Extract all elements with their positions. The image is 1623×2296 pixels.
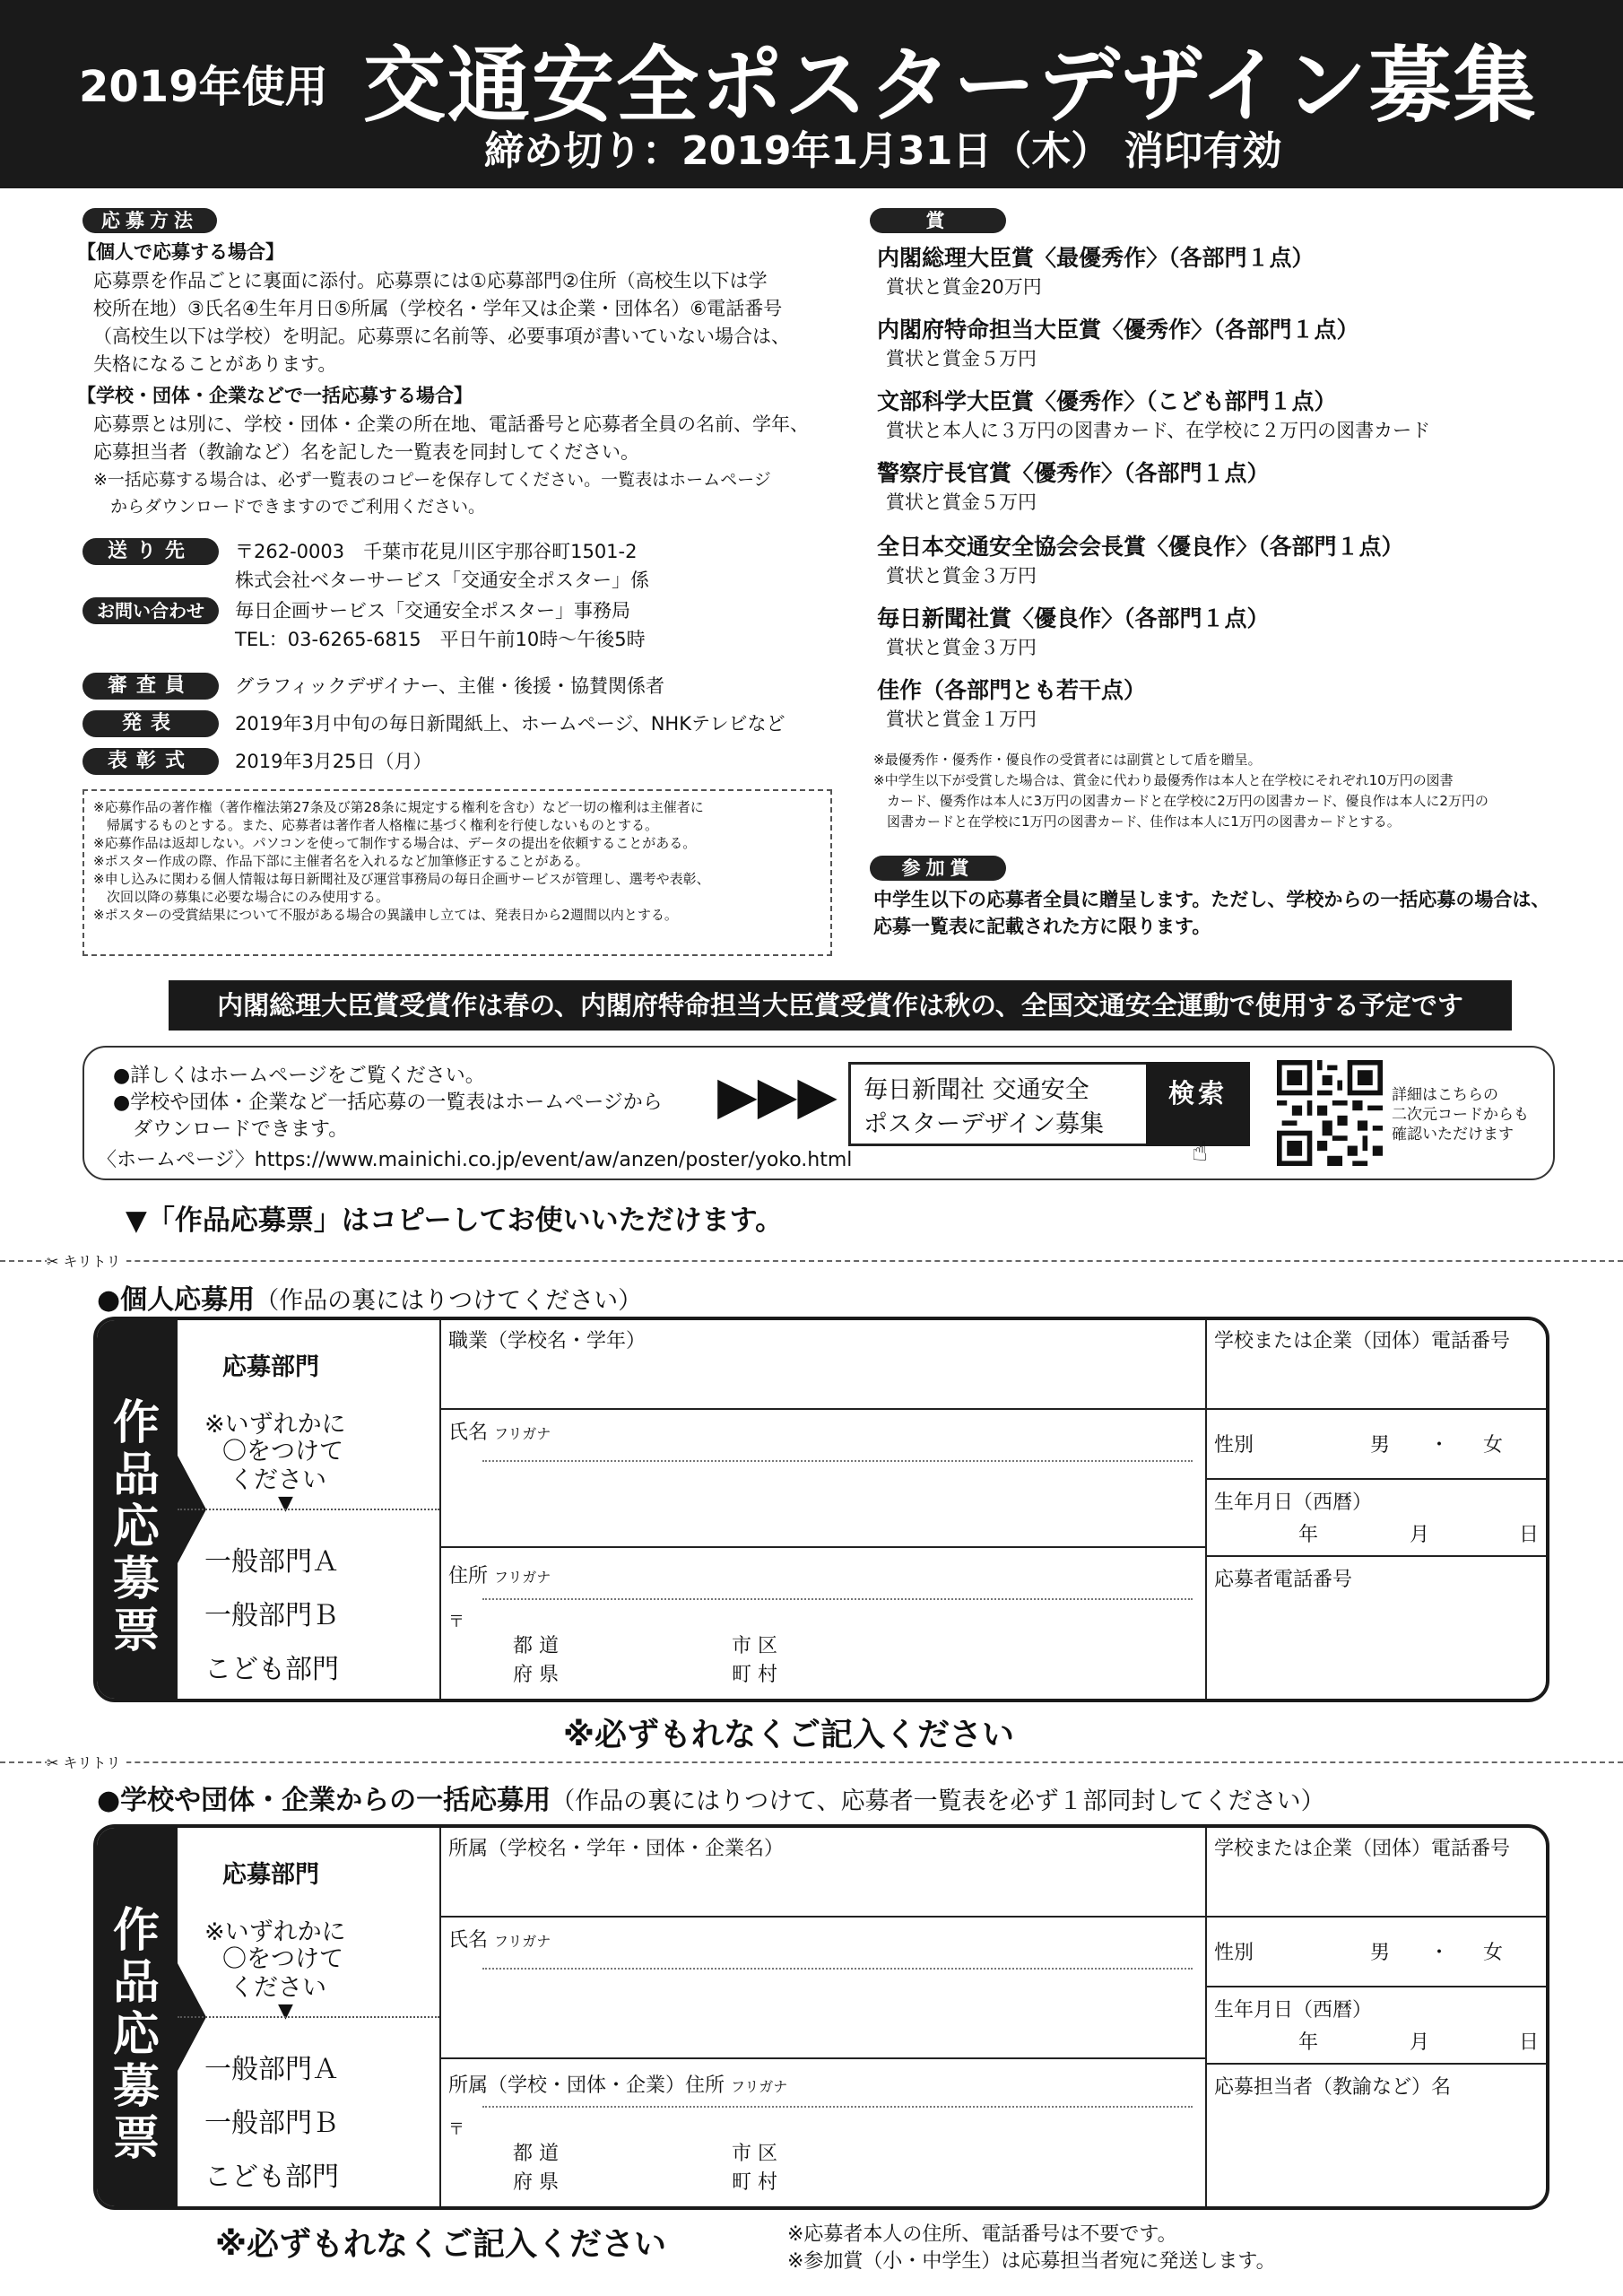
city-label: 町 村 xyxy=(732,1664,777,1686)
divider xyxy=(1205,1828,1207,2206)
award-prize: 賞状と賞金20万円 xyxy=(886,276,1042,298)
city-label: 市 区 xyxy=(732,2143,777,2165)
award-name: 内閣府特命担当大臣賞〈優秀作〉（各部門１点） xyxy=(877,317,1359,343)
dept-title: 応募部門 xyxy=(222,1353,319,1381)
group-line: からダウンロードできますのでご利用ください。 xyxy=(93,497,486,517)
participation-line: 応募一覧表に記載された方に限ります。 xyxy=(873,916,1211,937)
deadline: 締め切り：2019年1月31日（木） 消印有効 xyxy=(484,128,1282,174)
gender-separator: ・ xyxy=(1429,1942,1450,1964)
furigana-label: フリガナ xyxy=(731,2078,788,2095)
prefecture-label: 府 県 xyxy=(513,2171,559,2194)
label-address: 送り先 xyxy=(82,538,219,565)
cut-line xyxy=(0,1260,1623,1262)
furigana-line xyxy=(482,1460,1193,1462)
divider xyxy=(1205,1320,1207,1699)
required-notice: ※必ずもれなくご記入ください xyxy=(563,1717,1014,1753)
sidebar-title: 作品応募票 xyxy=(112,1904,160,2166)
dept-option-b[interactable]: 一般部門Ｂ xyxy=(204,2108,339,2139)
form1-title xyxy=(97,1277,642,1317)
address-field[interactable] xyxy=(448,2070,787,2098)
divider xyxy=(1205,1478,1549,1480)
city-label: 町 村 xyxy=(732,2171,777,2194)
label-contact: お問い合わせ xyxy=(82,597,219,624)
individual-entry-form xyxy=(93,1317,1549,1702)
affiliation-field[interactable]: 所属（学校名・学年・団体・企業名） xyxy=(448,1838,785,1860)
school-tel-field[interactable]: 学校または企業（団体）電話番号 xyxy=(1214,1330,1511,1352)
address-line: 〒262-0003 千葉市花見川区宇那谷町1501-2 xyxy=(235,541,638,562)
group-line: 応募担当者（教諭など）名を記した一覧表を同封してください。 xyxy=(93,441,639,463)
individual-line: （高校生以下は学校）を明記。応募票に名前等、必要事項が書いていない場合は、 xyxy=(93,326,790,347)
dept-note: ください xyxy=(230,1466,326,1494)
note-line: 次回以降の募集に必要な場合にのみ使用する。 xyxy=(93,889,390,905)
dept-option-c[interactable]: こども部門 xyxy=(204,1654,339,1685)
website-info xyxy=(82,1046,1555,1180)
apply-heading: 応募方法 xyxy=(82,208,217,233)
dept-option-c[interactable]: こども部門 xyxy=(204,2161,339,2193)
judges-value: グラフィックデザイナー、主催・後援・協賛関係者 xyxy=(235,675,665,697)
cut-label xyxy=(47,1250,126,1271)
year-unit: 年 xyxy=(1298,1524,1319,1546)
contact-line: TEL：03-6265-6815 平日午前10時〜午後5時 xyxy=(235,629,646,650)
gender-male-option[interactable]: 男 xyxy=(1370,1434,1391,1457)
award-note: カード、優秀作は本人に3万円の図書カードと在学校に2万円の図書カード、優良作は本人に2万円の xyxy=(873,793,1488,809)
search-box[interactable] xyxy=(848,1062,1250,1168)
dept-option-a[interactable]: 一般部門Ａ xyxy=(204,1546,339,1578)
form1-title-main: ●個人応募用 xyxy=(97,1284,256,1316)
participation-line: 中学生以下の応募者全員に贈呈します。ただし、学校からの一括応募の場合は、 xyxy=(873,889,1550,910)
label-judges: 審査員 xyxy=(82,673,219,700)
month-unit: 月 xyxy=(1410,2031,1430,2054)
qr-note: 確認いただけます xyxy=(1392,1126,1514,1144)
dept-divider xyxy=(178,2016,439,2018)
name-field[interactable] xyxy=(448,1925,551,1952)
dept-option-b[interactable]: 一般部門Ｂ xyxy=(204,1600,339,1631)
copy-note: ▼「作品応募票」はコピーしてお使いいただけます。 xyxy=(126,1205,784,1237)
award-note: ※中学生以下が受賞した場合は、賞金に代わり最優秀作は本人と在学校にそれぞれ10万円の図書 xyxy=(873,772,1454,788)
award-name: 全日本交通安全協会会長賞〈優良作〉（各部門１点） xyxy=(877,534,1404,560)
name-field[interactable] xyxy=(448,1417,551,1445)
group-title: 【学校・団体・企業などで一括応募する場合】 xyxy=(77,385,473,406)
note-line: 帰属するものとする。また、応募者は著作者人格権に基づく権利を行使しないものとする。 xyxy=(93,817,659,833)
address-label: 所属（学校・団体・企業）住所 xyxy=(448,2074,725,2097)
address-field[interactable] xyxy=(448,1561,551,1588)
gender-separator: ・ xyxy=(1429,1434,1450,1457)
scissors-icon: ✂ xyxy=(47,1253,59,1270)
cut-label-text: キリトリ xyxy=(63,1754,121,1771)
address-line: 株式会社ベターサービス「交通安全ポスター」係 xyxy=(235,570,649,591)
label-ceremony: 表彰式 xyxy=(82,748,219,775)
form-sidebar xyxy=(97,1320,178,1699)
qr-note: 二次元コードからも xyxy=(1392,1106,1529,1124)
job-field[interactable]: 職業（学校名・学年） xyxy=(448,1330,647,1352)
contact-person-field[interactable]: 応募担当者（教諭など）名 xyxy=(1214,2076,1452,2099)
contact-line: 毎日企画サービス「交通安全ポスター」事務局 xyxy=(235,600,630,622)
divider xyxy=(1205,1916,1549,1918)
footnote: ※応募者本人の住所、電話番号は不要です。 xyxy=(787,2223,1177,2246)
individual-line: 応募票を作品ごとに裏面に添付。応募票には①応募部門②住所（高校生以下は学 xyxy=(93,270,768,291)
birthdate-label: 生年月日（西暦） xyxy=(1214,1999,1373,2022)
applicant-tel-field[interactable]: 応募者電話番号 xyxy=(1214,1569,1353,1591)
furigana-label: フリガナ xyxy=(494,1569,551,1586)
divider xyxy=(1205,1408,1549,1410)
gender-male-option[interactable]: 男 xyxy=(1370,1942,1391,1964)
pointer-hand-icon: ☝ xyxy=(1192,1136,1209,1168)
award-name: 内閣総理大臣賞〈最優秀作〉（各部門１点） xyxy=(877,245,1315,271)
birthdate-label: 生年月日（西暦） xyxy=(1214,1492,1373,1514)
page-title: 交通安全ポスターデザイン募集 xyxy=(363,38,1538,134)
homepage-link[interactable]: 〈ホームページ〉https://www.mainichi.co.jp/event/aw/anzen/poster/yoko.html xyxy=(97,1149,853,1171)
award-name: 毎日新聞社賞〈優良作〉（各部門１点） xyxy=(877,605,1270,631)
dept-note: 〇をつけて xyxy=(222,1438,343,1465)
form1-title-sub: （作品の裏にはりつけてください） xyxy=(255,1287,643,1315)
form2-title-sub: （作品の裏にはりつけて、応募者一覧表を必ず１部同封してください） xyxy=(551,1787,1325,1815)
month-unit: 月 xyxy=(1410,1524,1430,1546)
announce-value: 2019年3月中旬の毎日新聞紙上、ホームページ、NHKテレビなど xyxy=(235,713,785,735)
required-notice: ※必ずもれなくご記入ください xyxy=(215,2226,666,2263)
cut-label-text: キリトリ xyxy=(63,1253,121,1270)
divider xyxy=(1205,1555,1549,1557)
prefecture-label: 都 道 xyxy=(513,1635,559,1657)
dept-divider xyxy=(178,1509,439,1510)
award-name: 警察庁長官賞〈優秀作〉（各部門１点） xyxy=(877,460,1270,486)
award-note: 図書カードと在学校に1万円の図書カード、佳作は本人に1万円の図書カードとする。 xyxy=(873,813,1401,830)
day-unit: 日 xyxy=(1519,2031,1540,2054)
prefecture-label: 都 道 xyxy=(513,2143,559,2165)
participation-heading: 参加賞 xyxy=(870,856,1006,881)
web-line: ●詳しくはホームページをご覧ください。 xyxy=(113,1065,485,1087)
arrow-icon: ▶▶▶ xyxy=(717,1065,838,1126)
terms-notes xyxy=(82,789,832,956)
down-arrow-icon: ▼ xyxy=(278,2000,293,2022)
divider xyxy=(439,1408,1205,1410)
search-text: 毎日新聞社 交通安全 xyxy=(864,1076,1089,1104)
dept-note: ※いずれかに xyxy=(204,1918,346,1946)
header-year: 2019年使用 xyxy=(79,62,328,112)
award-note: ※最優秀作・優秀作・優良作の受賞者には副賞として盾を贈呈。 xyxy=(873,752,1262,768)
sidebar-title: 作品応募票 xyxy=(112,1396,160,1658)
day-unit: 日 xyxy=(1519,1524,1540,1546)
note-line: ※応募作品の著作権（著作権法第27条及び第28条に規定する権利を含む）など一切の権利は主催者に xyxy=(93,799,704,815)
form-sidebar xyxy=(97,1828,178,2206)
school-tel-field[interactable]: 学校または企業（団体）電話番号 xyxy=(1214,1838,1511,1860)
group-line: ※一括応募する場合は、必ず一覧表のコピーを保存してください。一覧表はホームページ xyxy=(93,470,771,490)
form2-title xyxy=(97,1778,1325,1817)
postal-mark: 〒 xyxy=(448,1613,464,1631)
web-line: ●学校や団体・企業など一括応募の一覧表はホームページから xyxy=(113,1091,663,1114)
award-name: 佳作（各部門とも若干点） xyxy=(877,677,1147,703)
note-line: ※ポスターの受賞結果について不服がある場合の異議申し立ては、発表日から2週間以内とする。 xyxy=(93,907,678,923)
note-line: ※応募作品は返却しない。パソコンを使って制作する場合は、データの提出を依頼することがある。 xyxy=(93,835,697,851)
web-line: ダウンロードできます。 xyxy=(113,1118,349,1141)
gender-label: 性別 xyxy=(1214,1942,1254,1964)
divider xyxy=(439,1546,1205,1548)
postal-mark: 〒 xyxy=(448,2120,464,2139)
name-label: 氏名 xyxy=(448,1422,489,1444)
label-announce: 発表 xyxy=(82,710,219,737)
gender-female-option[interactable]: 女 xyxy=(1483,1942,1504,1964)
divider xyxy=(1205,1986,1549,1987)
dept-option-a[interactable]: 一般部門Ａ xyxy=(204,2054,339,2085)
award-prize: 賞状と賞金３万円 xyxy=(886,565,1037,587)
gender-label: 性別 xyxy=(1214,1434,1254,1457)
dept-note: ください xyxy=(230,1974,326,2002)
down-arrow-icon: ▼ xyxy=(278,1492,293,1515)
search-text: ポスターデザイン募集 xyxy=(864,1110,1105,1138)
furigana-label: フリガナ xyxy=(494,1425,551,1442)
furigana-line xyxy=(482,1598,1193,1600)
note-line: ※申し込みに関わる個人情報は毎日新聞社及び運営事務局の毎日企画サービスが管理し、選考や表彰、 xyxy=(93,871,710,887)
header-banner xyxy=(0,0,1623,188)
footnote: ※参加賞（小・中学生）は応募担当者宛に発送します。 xyxy=(787,2250,1276,2273)
dept-note: ※いずれかに xyxy=(204,1411,346,1439)
divider xyxy=(439,1916,1205,1918)
dept-note: 〇をつけて xyxy=(222,1945,343,1973)
dept-title: 応募部門 xyxy=(222,1861,319,1889)
furigana-label: フリガナ xyxy=(494,1933,551,1950)
furigana-line xyxy=(482,1968,1193,1970)
award-name: 文部科学大臣賞〈優秀作〉（こども部門１点） xyxy=(877,388,1337,414)
individual-line: 校所在地）③氏名④生年月日⑤所属（学校名・学年又は企業・団体名）⑥電話番号 xyxy=(93,298,783,319)
ceremony-value: 2019年3月25日（月） xyxy=(235,751,432,772)
divider xyxy=(439,1828,441,2206)
award-prize: 賞状と賞金５万円 xyxy=(886,491,1037,513)
group-line: 応募票とは別に、学校・団体・企業の所在地、電話番号と応募者全員の名前、学年、 xyxy=(93,413,809,435)
award-prize: 賞状と賞金３万円 xyxy=(886,637,1037,658)
prefecture-label: 府 県 xyxy=(513,1664,559,1686)
award-prize: 賞状と本人に３万円の図書カード、在学校に２万円の図書カード xyxy=(886,420,1431,441)
search-button[interactable]: 検索 xyxy=(1146,1062,1250,1146)
usage-banner: 内閣総理大臣賞受賞作は春の、内閣府特命担当大臣賞受賞作は秋の、全国交通安全運動で使用する予定です xyxy=(169,980,1512,1031)
award-prize: 賞状と賞金５万円 xyxy=(886,348,1037,370)
gender-female-option[interactable]: 女 xyxy=(1483,1434,1504,1457)
award-prize: 賞状と賞金１万円 xyxy=(886,709,1037,730)
divider xyxy=(439,1320,441,1699)
city-label: 市 区 xyxy=(732,1635,777,1657)
divider xyxy=(439,2057,1205,2059)
name-label: 氏名 xyxy=(448,1929,489,1952)
qr-note: 詳細はこちらの xyxy=(1392,1086,1498,1104)
address-label: 住所 xyxy=(448,1565,489,1587)
scissors-icon: ✂ xyxy=(47,1754,59,1771)
cut-line xyxy=(0,1761,1623,1763)
qr-code-icon[interactable] xyxy=(1277,1060,1383,1166)
cut-label xyxy=(47,1752,126,1772)
group-entry-form xyxy=(93,1824,1549,2210)
awards-heading: 賞 xyxy=(870,208,1006,233)
form2-title-main: ●学校や団体・企業からの一括応募用 xyxy=(97,1785,551,1816)
individual-title: 【個人で応募する場合】 xyxy=(77,241,284,263)
divider xyxy=(1205,2063,1549,2065)
note-line: ※ポスター作成の際、作品下部に主催者名を入れるなど加筆修正することがある。 xyxy=(93,853,589,869)
year-unit: 年 xyxy=(1298,2031,1319,2054)
individual-line: 失格になることがあります。 xyxy=(93,353,337,375)
furigana-line xyxy=(482,2106,1193,2108)
